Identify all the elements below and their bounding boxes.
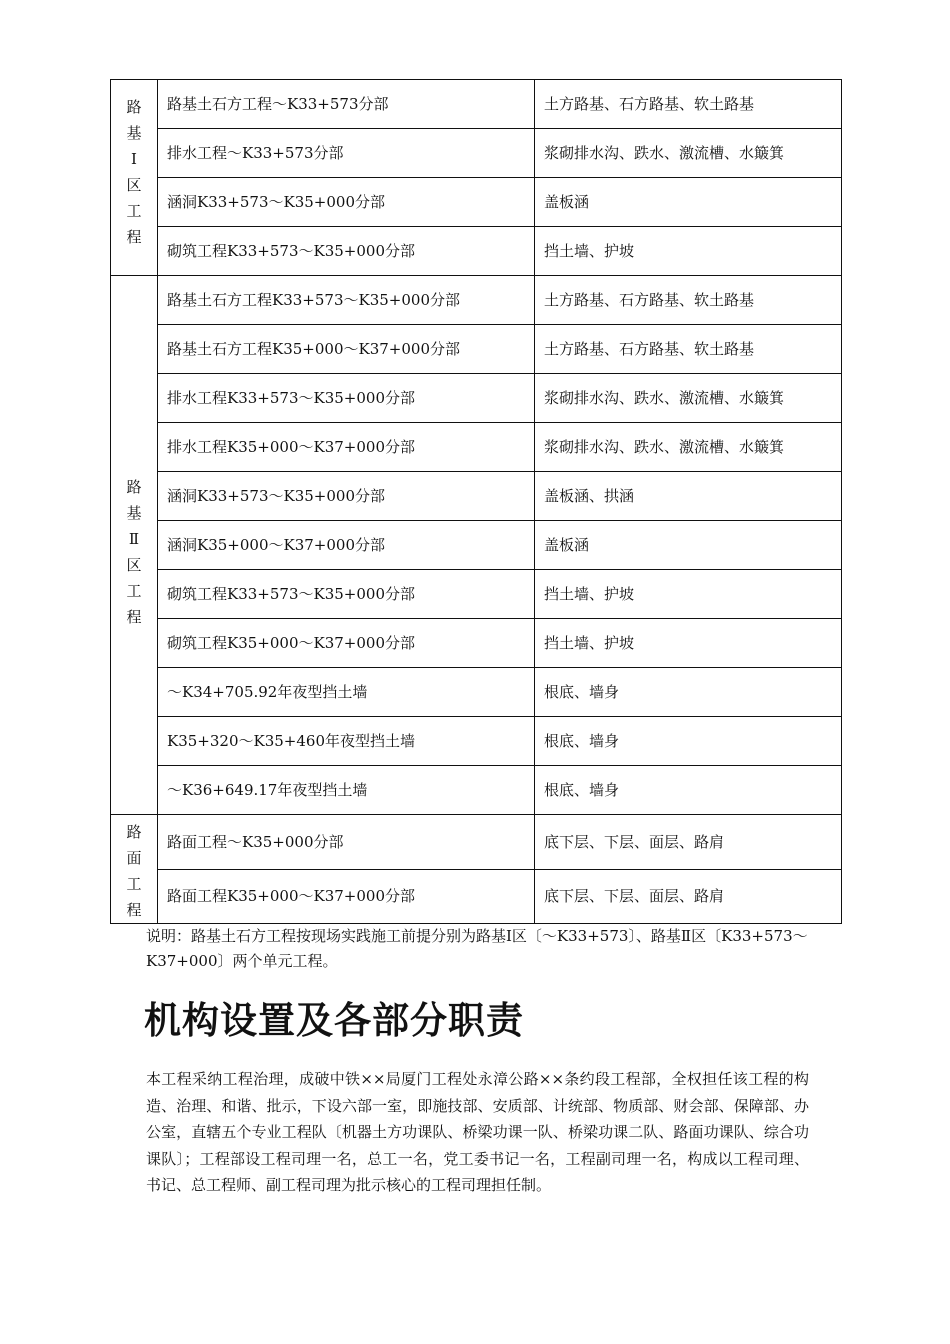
part-cell: 涵洞K33+573～K35+000分部: [158, 472, 535, 521]
part-cell: ～K34+705.92年夜型挡土墙: [158, 668, 535, 717]
part-cell: ～K36+649.17年夜型挡土墙: [158, 766, 535, 815]
part-cell: K35+320～K35+460年夜型挡土墙: [158, 717, 535, 766]
part-cell: 路基土石方工程K35+000～K37+000分部: [158, 325, 535, 374]
items-cell: 挡土墙、护坡: [535, 570, 842, 619]
table-row: [111, 521, 842, 570]
work-breakdown-table: [110, 79, 842, 924]
table-row: [111, 668, 842, 717]
items-cell: 盖板涵、拱涵: [535, 472, 842, 521]
items-cell: 土方路基、石方路基、软土路基: [535, 80, 842, 129]
table-row: [111, 717, 842, 766]
part-cell: 涵洞K35+000～K37+000分部: [158, 521, 535, 570]
part-cell: 路面工程K35+000～K37+000分部: [158, 869, 535, 924]
items-cell: 浆砌排水沟、跌水、激流槽、水簸箕: [535, 129, 842, 178]
part-cell: 涵洞K33+573～K35+000分部: [158, 178, 535, 227]
items-cell: 浆砌排水沟、跌水、激流槽、水簸箕: [535, 374, 842, 423]
items-cell: 根底、墙身: [535, 717, 842, 766]
body-paragraph: 本工程采纳工程治理，成破中铁××局厦门工程处永漳公路××条约段工程部，全权担任该工程的构造、治理、和谐、批示，下设六部一室，即施技部、安质部、计统部、物质部、财会部、保障部、办公室，直辖五个专业工程队〔机器土方功课队、桥梁功课一队、桥梁功课二队、路面功课队、综合功课队〕；工程部设工程司理一名，总工一名，党工委书记一名，工程副司理一名，构成以工程司理、书记、总工程师、副工程司理为批示核心的工程司理担任制。: [146, 1070, 809, 1194]
table-row: [111, 423, 842, 472]
table-row: [111, 178, 842, 227]
part-cell: 排水工程～K33+573分部: [158, 129, 535, 178]
table-row: [111, 766, 842, 815]
items-cell: 土方路基、石方路基、软土路基: [535, 276, 842, 325]
table-row: [111, 815, 842, 870]
table-row: [111, 374, 842, 423]
table-note: 说明：路基土石方工程按现场实践施工前提分别为路基Ⅰ区〔～K33+573〕、路基Ⅱ区〔K33+573～K37+000〕两个单元工程。: [146, 927, 808, 970]
part-cell: 排水工程K33+573～K35+000分部: [158, 374, 535, 423]
group-label: 路基Ⅱ区工程: [126, 478, 142, 626]
part-cell: 砌筑工程K33+573～K35+000分部: [158, 227, 535, 276]
table-row: [111, 80, 842, 129]
items-cell: 挡土墙、护坡: [535, 619, 842, 668]
table-row: [111, 227, 842, 276]
table-row: [111, 570, 842, 619]
group-label: 路基Ⅰ区工程: [126, 98, 142, 246]
part-cell: 路基土石方工程～K33+573分部: [158, 80, 535, 129]
table-row: [111, 325, 842, 374]
items-cell: 土方路基、石方路基、软土路基: [535, 325, 842, 374]
part-cell: 路面工程～K35+000分部: [158, 815, 535, 870]
group-label-cell: [111, 276, 158, 815]
part-cell: 砌筑工程K35+000～K37+000分部: [158, 619, 535, 668]
items-cell: 盖板涵: [535, 521, 842, 570]
part-cell: 砌筑工程K33+573～K35+000分部: [158, 570, 535, 619]
items-cell: 浆砌排水沟、跌水、激流槽、水簸箕: [535, 423, 842, 472]
items-cell: 根底、墙身: [535, 766, 842, 815]
table-row: [111, 129, 842, 178]
group-label-cell: [111, 80, 158, 276]
part-cell: 路基土石方工程K33+573～K35+000分部: [158, 276, 535, 325]
items-cell: 根底、墙身: [535, 668, 842, 717]
section-heading: 机构设置及各部分职责: [144, 999, 524, 1042]
items-cell: 底下层、下层、面层、路肩: [535, 869, 842, 924]
table-row: [111, 869, 842, 924]
part-cell: 排水工程K35+000～K37+000分部: [158, 423, 535, 472]
group-label: 路面工程: [126, 823, 142, 919]
items-cell: 盖板涵: [535, 178, 842, 227]
table-row: [111, 619, 842, 668]
table-row: [111, 472, 842, 521]
items-cell: 挡土墙、护坡: [535, 227, 842, 276]
items-cell: 底下层、下层、面层、路肩: [535, 815, 842, 870]
table-row: [111, 276, 842, 325]
group-label-cell: [111, 815, 158, 924]
